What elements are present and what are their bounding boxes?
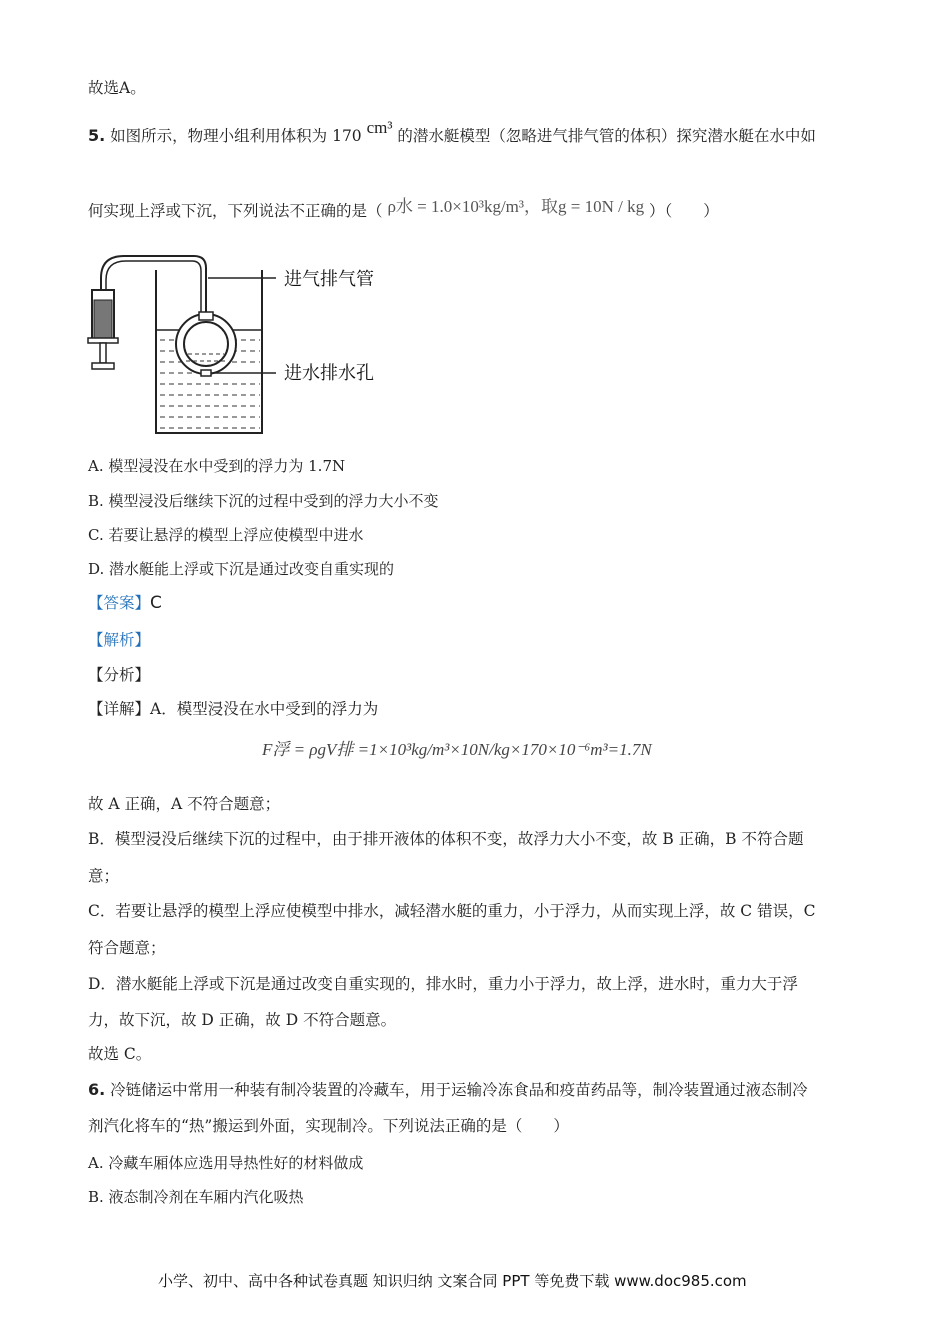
explain-line-3: 意； — [88, 867, 120, 885]
answer-tag: 【答案】 — [88, 594, 151, 612]
explain-line-7: 力，故下沉，故 D 正确，故 D 不符合题意。 — [88, 1011, 397, 1029]
submarine-experiment-figure — [84, 238, 414, 438]
previous-conclusion: 故选A。 — [88, 79, 146, 97]
buoyancy-formula: F浮 = ρgV排 =1×10³kg/m³×10N/kg×170×10⁻⁶m³=1.7N — [262, 740, 652, 759]
q6-stem-line2: 剂汽化将车的“热”搬运到外面，实现制冷。下列说法正确的是（ ） — [88, 1117, 569, 1135]
q5-stem-line1 — [88, 118, 816, 146]
q5-option-d: D. 潜水艇能上浮或下沉是通过改变自重实现的 — [88, 560, 395, 578]
q6-stem-line1 — [88, 1078, 808, 1100]
explain-line-4: C．若要让悬浮的模型上浮应使模型中排水，减轻潜水艇的重力，小于浮力，从而实现上浮，故 C 错误，C — [88, 902, 816, 920]
fenxi-tag: 【分析】 — [88, 666, 151, 684]
q5-stem-part2: 的潜水艇模型（忽略进气排气管的体积）探究潜水艇在水中如 — [397, 127, 816, 145]
q6-option-a: A. 冷藏车厢体应选用导热性好的材料做成 — [88, 1154, 364, 1172]
q5-given-values: ρ水 = 1.0×10³kg/m³，取g = 10N / kg — [387, 197, 645, 216]
page-footer: 小学、初中、高中各种试卷真题 知识归纳 文案合同 PPT 等免费下载 www.doc985.com — [158, 1272, 747, 1290]
explain-line-8: 故选 C。 — [88, 1045, 152, 1063]
q5-stem-unit: cm³ — [366, 118, 393, 137]
explain-line-5: 符合题意； — [88, 939, 166, 957]
detail-a-text: A．模型浸没在水中受到的浮力为 — [150, 700, 379, 718]
analysis-tag: 【解析】 — [88, 631, 151, 649]
label-water-hole: 进水排水孔 — [284, 363, 374, 384]
q5-option-a: A. 模型浸没在水中受到的浮力为 1.7N — [88, 457, 346, 475]
explain-line-6: D．潜水艇能上浮或下沉是通过改变自重实现的，排水时，重力小于浮力，故上浮，进水时，重力大于浮 — [88, 975, 798, 993]
q6-stem-text1: 冷链储运中常用一种装有制冷装置的冷藏车，用于运输冷冻食品和疫苗药品等，制冷装置通过液态制冷 — [110, 1081, 808, 1099]
q6-option-b: B. 液态制冷剂在车厢内汽化吸热 — [88, 1188, 304, 1206]
q5-number: 5. — [88, 126, 106, 145]
q5-option-c: C. 若要让悬浮的模型上浮应使模型中进水 — [88, 526, 364, 544]
q5-stem-line2 — [88, 196, 719, 221]
q6-number: 6. — [88, 1080, 106, 1099]
detail-line-a — [88, 697, 378, 719]
q5-stem-line2-b: ）（ ） — [649, 202, 719, 220]
detail-tag: 【详解】 — [88, 700, 151, 718]
explain-line-2: B．模型浸没后继续下沉的过程中，由于排开液体的体积不变，故浮力大小不变，故 B 正确，B 不符合题 — [88, 830, 804, 848]
answer-letter: C — [150, 593, 162, 613]
explain-line-1: 故 A 正确，A 不符合题意； — [88, 795, 281, 813]
q5-answer — [88, 591, 162, 613]
q5-stem-line2-a: 何实现上浮或下沉，下列说法不正确的是（ — [88, 202, 383, 220]
label-air-pipe: 进气排气管 — [284, 269, 374, 290]
q5-stem-part1: 如图所示，物理小组利用体积为 170 — [110, 127, 362, 145]
q5-option-b: B. 模型浸没后继续下沉的过程中受到的浮力大小不变 — [88, 492, 439, 510]
